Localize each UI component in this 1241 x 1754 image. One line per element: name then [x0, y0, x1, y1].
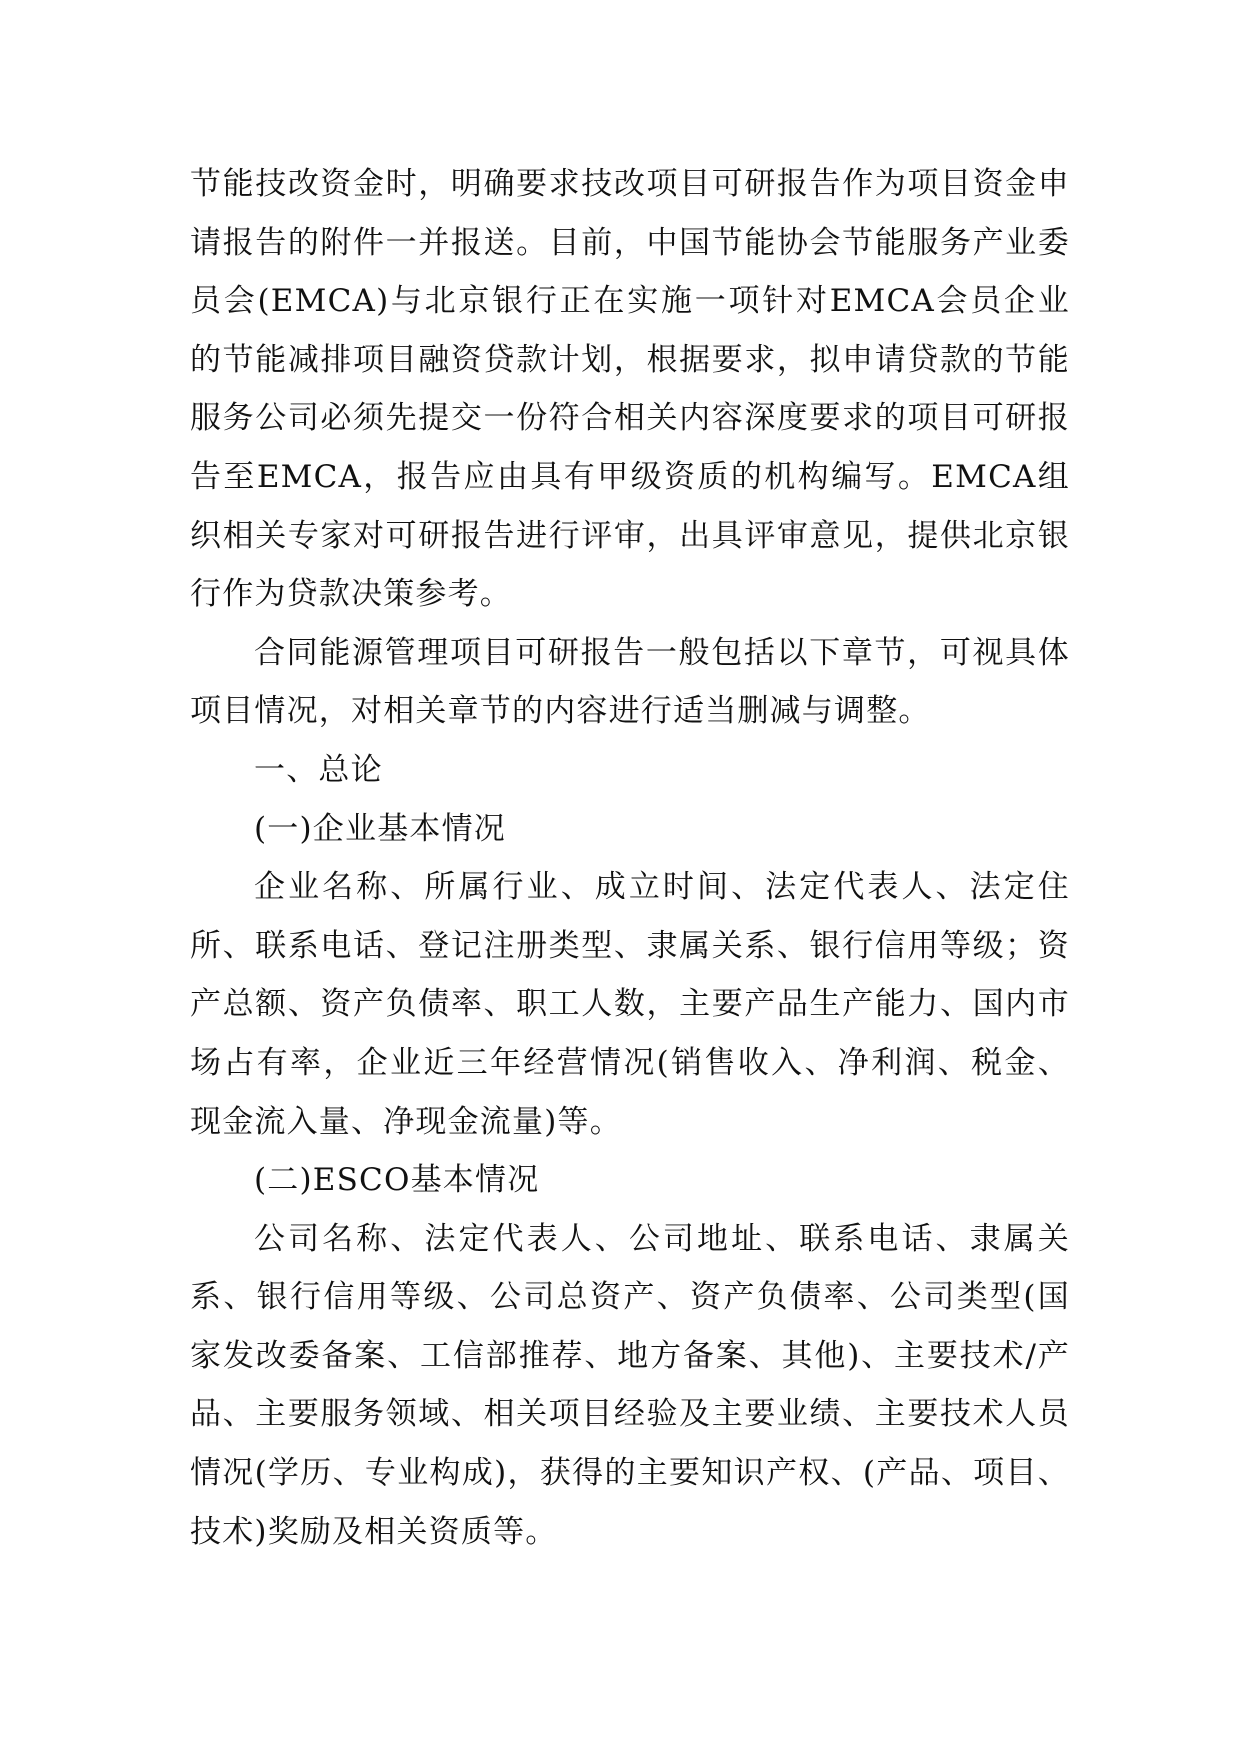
subsection-heading-esco: (二)ESCO基本情况 [254, 1162, 540, 1199]
section-heading-general: 一、总论 [254, 751, 383, 788]
paragraph-chapter-intro: 合同能源管理项目可研报告一般包括以下章节，可视具体项目情况，对相关章节的内容进行适当删减与调整。 [190, 634, 1070, 730]
paragraph-enterprise-info: 企业名称、所属行业、成立时间、法定代表人、法定住所、联系电话、登记注册类型、隶属关系、银行信用等级；资产总额、资产负债率、职工人数，主要产品生产能力、国内市场占有率，企业近三年经营情况(销售收入、净利润、税金、现金流入量、净现金流量)等。 [190, 869, 1070, 1140]
paragraph-intro-continued: 节能技改资金时，明确要求技改项目可研报告作为项目资金申请报告的附件一并报送。目前，中国节能协会节能服务产业委员会(EMCA)与北京银行正在实施一项针对EMCA会员企业的节能减排项目融资贷款计划，根据要求，拟申请贷款的节能服务公司必须先提交一份符合相关内容深度要求的项目可研报告至EMCA，报告应由具有甲级资质的机构编写。EMCA组织相关专家对可研报告进行评审，出具评审意见，提供北京银行作为贷款决策参考。 [190, 166, 1070, 613]
document-page [190, 155, 1070, 1561]
paragraph-esco-info: 公司名称、法定代表人、公司地址、联系电话、隶属关系、银行信用等级、公司总资产、资产负债率、公司类型(国家发改委备案、工信部推荐、地方备案、其他)、主要技术/产品、主要服务领域、相关项目经验及主要业绩、主要技术人员情况(学历、专业构成)，获得的主要知识产权、(产品、项目、技术)奖励及相关资质等。 [190, 1220, 1070, 1550]
subsection-heading-enterprise: (一)企业基本情况 [254, 810, 506, 847]
